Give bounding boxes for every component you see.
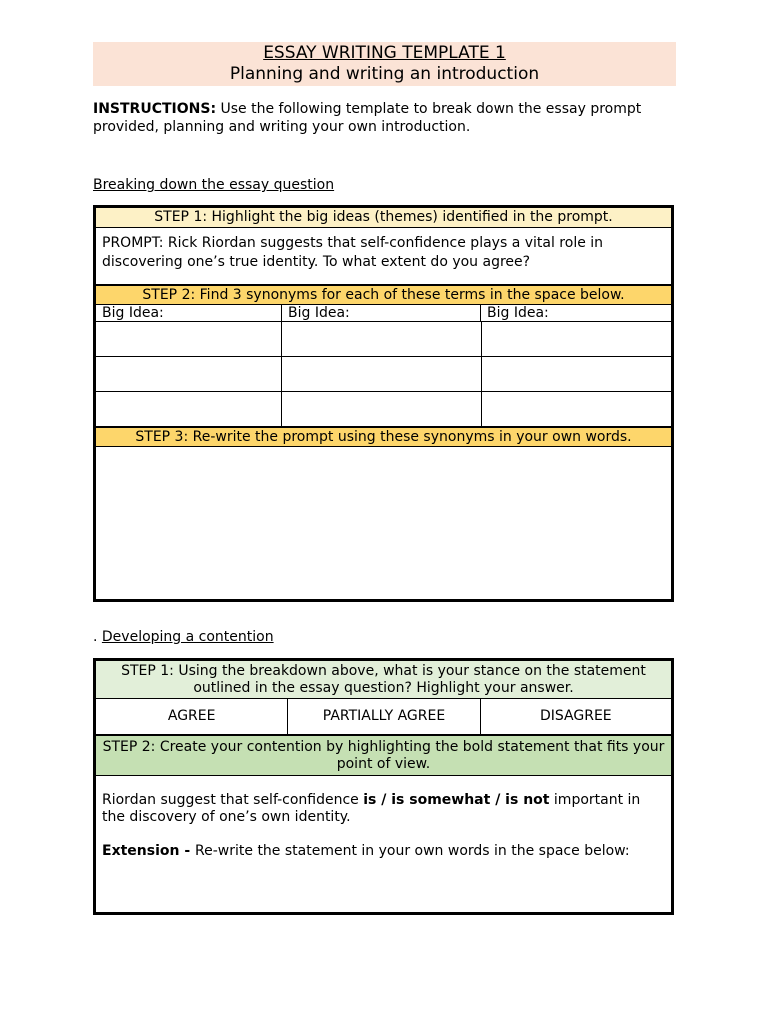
synonym-cell[interactable] <box>282 392 481 426</box>
contention-statement <box>102 792 665 826</box>
document-page <box>93 42 676 859</box>
contention-statement-area[interactable] <box>96 776 671 912</box>
breakdown-step3: STEP 3: Re-write the prompt using these synonyms in your own words. <box>96 426 671 447</box>
synonym-cell[interactable] <box>482 392 671 426</box>
extension-label: Extension - <box>102 843 196 859</box>
statement-end: important in the discovery of one’s own identity. <box>102 792 641 825</box>
big-idea-label: Big Idea: <box>487 305 549 321</box>
synonym-cell[interactable] <box>96 392 282 426</box>
big-idea-label: Big Idea: <box>96 305 282 321</box>
instructions-text: Use the following template to break down the essay prompt provided, planning and writing your own introduction. <box>93 101 642 135</box>
stance-agree[interactable]: AGREE <box>96 699 288 734</box>
big-idea-header-row <box>96 305 671 322</box>
big-idea-label: Big Idea: <box>282 305 481 321</box>
synonym-cell[interactable] <box>96 357 282 391</box>
extension-text: Re-write the statement in your own words in the space below: <box>195 843 630 859</box>
statement-start: Riordan suggest that self-confidence <box>102 792 364 808</box>
synonym-cell[interactable] <box>282 357 481 391</box>
title-banner <box>93 42 676 86</box>
synonym-cell[interactable] <box>282 322 481 356</box>
synonym-cell[interactable] <box>482 357 671 391</box>
synonym-cell[interactable] <box>482 322 671 356</box>
breakdown-step1: STEP 1: Highlight the big ideas (themes) identified in the prompt. <box>96 208 671 228</box>
synonym-row <box>96 392 671 426</box>
heading-prefix: . <box>93 629 102 645</box>
rewrite-space[interactable] <box>96 447 671 599</box>
stance-options <box>96 699 671 734</box>
synonym-row <box>96 357 671 392</box>
breakdown-table <box>93 205 674 602</box>
essay-prompt: PROMPT: Rick Riordan suggests that self-confidence plays a vital role in discovering one’s true identity. To what extent do you agree? <box>102 235 604 270</box>
contention-step2: STEP 2: Create your contention by highlighting the bold statement that fits your point of view. <box>96 734 671 776</box>
synonym-cell[interactable] <box>96 322 282 356</box>
statement-options: is / is somewhat / is not <box>363 792 550 808</box>
contention-step1: STEP 1: Using the breakdown above, what is your stance on the statement outlined in the essay question? Highlight your answer. <box>96 661 671 699</box>
heading-text: Developing a contention <box>101 629 274 645</box>
breakdown-step2: STEP 2: Find 3 synonyms for each of these terms in the space below. <box>96 284 671 305</box>
section-heading-contention <box>93 628 274 646</box>
instructions-label: INSTRUCTIONS: <box>93 101 217 117</box>
document-title: ESSAY WRITING TEMPLATE 1 <box>263 43 506 63</box>
synonym-row <box>96 322 671 357</box>
extension-instruction <box>102 843 665 860</box>
contention-table <box>93 658 674 915</box>
instructions <box>93 100 676 136</box>
stance-disagree[interactable]: DISAGREE <box>539 708 612 724</box>
section-heading-breakdown: Breaking down the essay question <box>93 177 335 193</box>
document-subtitle: Planning and writing an introduction <box>229 64 540 84</box>
stance-partially-agree[interactable]: PARTIALLY AGREE <box>288 699 480 734</box>
